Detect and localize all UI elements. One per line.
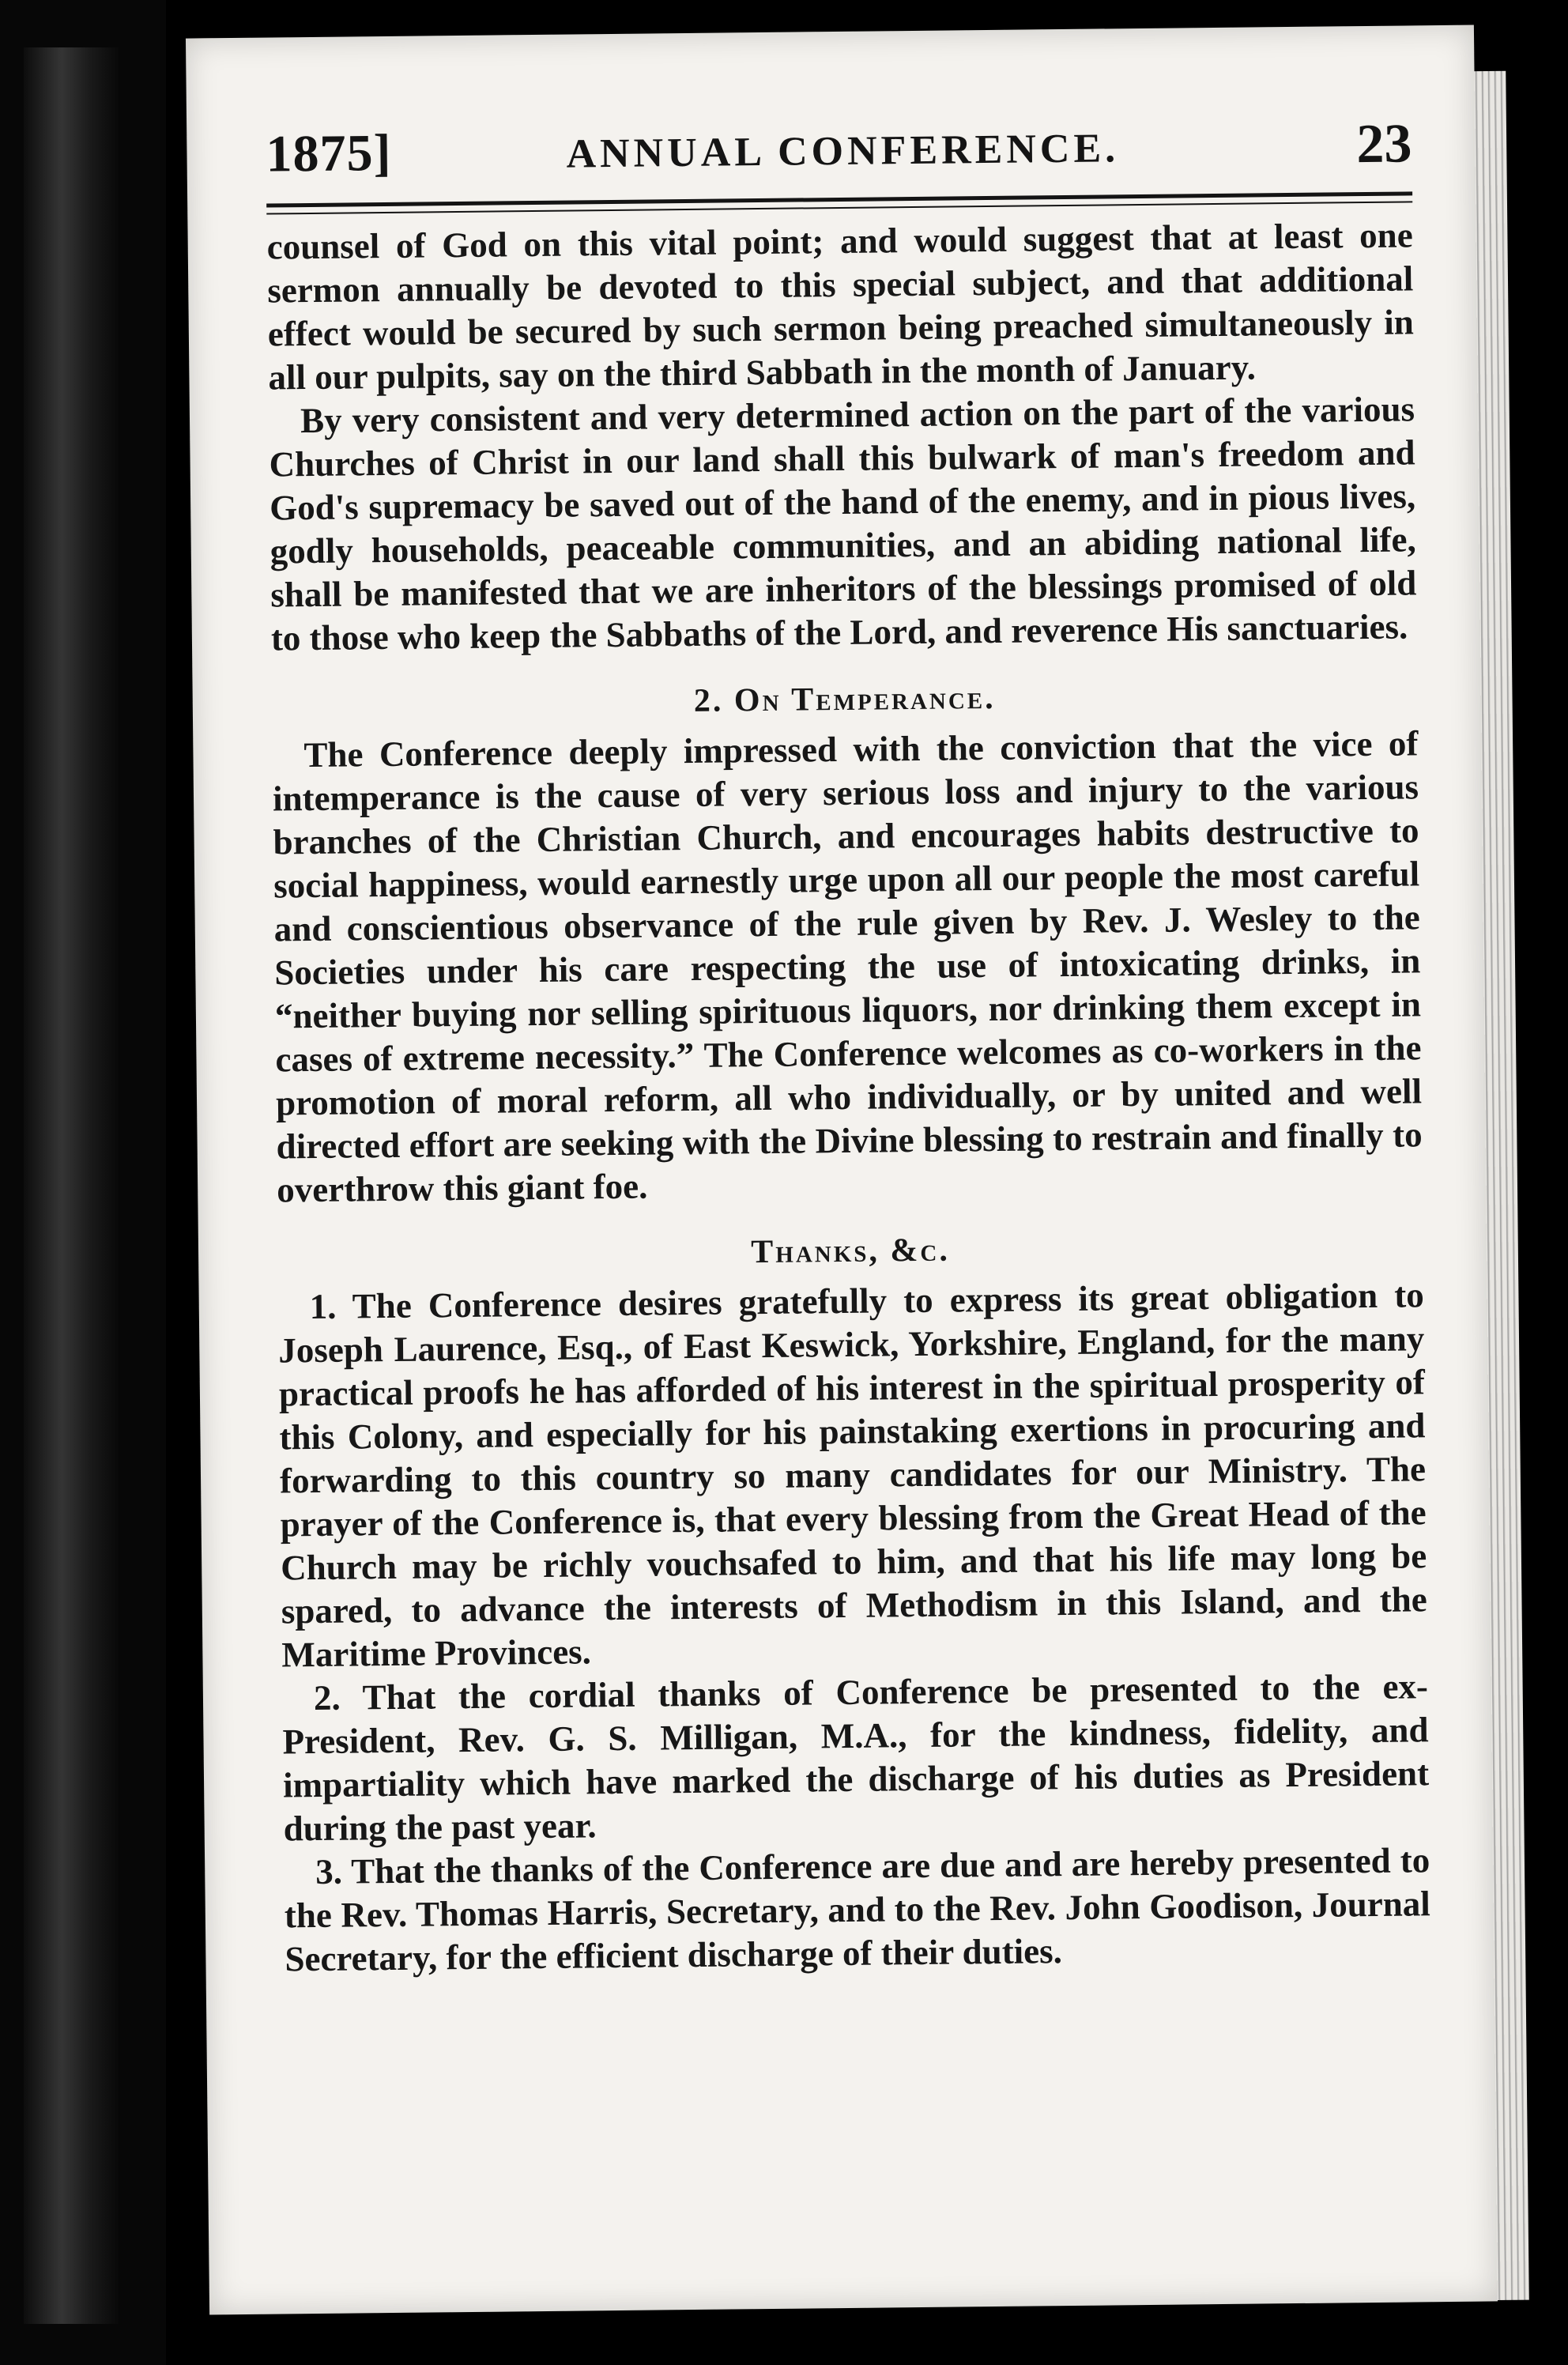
heading-temperance: 2. On Temperance. [693, 679, 996, 719]
page-body [266, 213, 1430, 1981]
header-year: 1875] [266, 123, 392, 183]
thanks-item-1: 1. The Conference desires gratefully to express its great obligation to Joseph Laurence, Esq., of East Keswick, Yorkshire, England, for the many practical proofs he has afforded of his interest in the spiritual prosperity of this Colony, and especially for his painstaking exertions in procuring and forwarding to this country so many candidates for our Ministry. The prayer of the Conference is, that every blessing from the Great Head of the Church may be richly vouchsafed to him, and that his life may long be spared, to advance the interests of Methodism in this Island, and the Maritime Provinces. [278, 1275, 1427, 1675]
page-number: 23 [1356, 113, 1412, 175]
heading-thanks: Thanks, &c. [751, 1232, 951, 1271]
paragraph-continued: counsel of God on this vital point; and would suggest that at least one sermon annually be devoted to this special subject, and that additional effect would be secured by such sermon being preached simultaneously in all our pulpits, say on the third Sabbath in the month of January. [266, 215, 1415, 398]
thanks-item-2: 2. That the cordial thanks of Conference be presented to the ex-President, Rev. G. S. Milligan, M.A., for the kindness, fidelity, and impartiality which have marked the discharge of his duties as President during the past year. [282, 1666, 1430, 1849]
paragraph-temperance: The Conference deeply impressed with the conviction that the vice of intemperance is the cause of very serious loss and injury to the various branches of the Christian Church, and encourages habits destructive to social happiness, would earnestly urge upon all our people the most careful and conscientious observance of the rule given by Rev. J. Wesley to the Societies under his care respecting the use of intoxicating drinks, in “neither buying nor selling spirituous liquors, nor drinking them except in cases of extreme necessity.” The Conference welcomes as co-workers in the promotion of moral reform, all who individually, or by united and well directed effort are seeking with the Divine blessing to restrain and finally to overthrow this giant foe. [272, 723, 1423, 1210]
paragraph-sabbath: By very consistent and very determined action on the part of the various Churches of Christ in our land shall this bulwark of man's freedom and God's supremacy be saved out of the hand of the enemy, and in pious lives, godly households, peaceable communities, and an abiding national life, shall be manifested that we are inheritors of the blessings promised of old to those who keep the Sabbaths of the Lord, and reverence His sanctuaries. [269, 389, 1417, 658]
binding-shadow [0, 0, 166, 2365]
header-title: ANNUAL CONFERENCE. [566, 126, 1120, 177]
thanks-item-3: 3. That the thanks of the Conference are due and are hereby presented to the Rev. Thomas Harris, Secretary, and to the Rev. John Goodison, Journal Secretary, for the efficient discharge of their duties. [284, 1840, 1431, 1979]
facing-page-edge [24, 47, 119, 2324]
book-page [186, 25, 1498, 2315]
